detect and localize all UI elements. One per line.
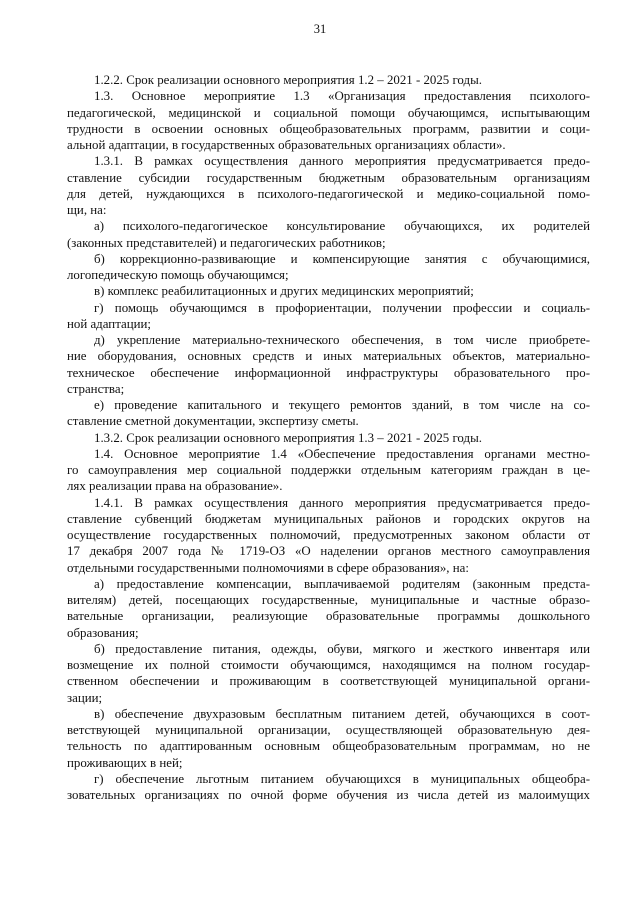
text-line: 1.3. Основное мероприятие 1.3 «Организация предоставления психолого- bbox=[94, 89, 590, 104]
text-line: логопедическую помощь обучающимся; bbox=[67, 268, 289, 282]
text-line: ной адаптации; bbox=[67, 316, 151, 331]
text-line: г) помощь обучающимся в профориентации, получении профессии и социаль- bbox=[94, 300, 590, 315]
text-line: вательные организации, реализующие образовательные программы дошкольного bbox=[67, 609, 590, 624]
paragraph-p-1-3-1-v bbox=[67, 283, 590, 299]
paragraph-p-1-3-1-a bbox=[67, 218, 590, 251]
text-line: (законных представителей) и педагогических работников; bbox=[67, 235, 386, 250]
text-line: лях реализации права на образование». bbox=[67, 479, 283, 494]
paragraph-p-1-3-2 bbox=[67, 430, 590, 446]
text-line: вителям) детей, посещающих государственные, муниципальные и частные образо- bbox=[67, 593, 590, 607]
paragraph-p-1-3 bbox=[67, 88, 590, 153]
text-line: странства; bbox=[67, 381, 125, 396]
paragraph-p-1-4-1-v bbox=[67, 706, 590, 771]
text-line: зовательных организациях по очной форме обучения из числа детей из малоимущих bbox=[67, 788, 590, 802]
text-line: 1.4. Основное мероприятие 1.4 «Обеспечение предоставления органами местно- bbox=[94, 446, 590, 461]
text-line: в) комплекс реабилитационных и других медицинских мероприятий; bbox=[94, 284, 474, 299]
text-line: ние оборудования, основных средств и иных материальных объектов, материально- bbox=[67, 349, 590, 364]
text-line: 1.3.1. В рамках осуществления данного мероприятия предусматривается предо- bbox=[94, 154, 590, 169]
text-line: щи, на: bbox=[67, 203, 107, 217]
paragraph-p-1-3-1-b bbox=[67, 251, 590, 284]
text-line: педагогической, медицинской и социальной помощи обучающимся, испытывающим bbox=[67, 105, 590, 120]
text-line: е) проведение капитального и текущего ремонтов зданий, в том числе на со- bbox=[94, 398, 590, 412]
text-line: образования; bbox=[67, 625, 139, 640]
paragraph-p-1-4-1 bbox=[67, 495, 590, 576]
text-line: трудности в освоении основных общеобразовательных программ, развитии и соци- bbox=[67, 121, 590, 136]
text-line: альной адаптации, в государственных образовательных организациях области». bbox=[67, 138, 506, 152]
text-line: зации; bbox=[67, 690, 103, 705]
text-line: проживающих в ней; bbox=[67, 755, 183, 770]
paragraph-p-1-4-1-g bbox=[67, 771, 590, 804]
paragraph-p-1-4 bbox=[67, 446, 590, 495]
document-body bbox=[67, 72, 590, 803]
text-line: ставление субсидии государственным бюджетным образовательным организациям bbox=[67, 170, 590, 185]
text-line: отдельными государственными полномочиями в сфере образования», на: bbox=[67, 560, 469, 575]
paragraph-p-1-2-2 bbox=[67, 72, 590, 88]
paragraph-p-1-3-1 bbox=[67, 153, 590, 218]
text-line: осуществление государственных полномочий, предусмотренных законом области от bbox=[67, 528, 590, 542]
text-line: б) предоставление питания, одежды, обуви, мягкого и жесткого инвентаря или bbox=[94, 641, 590, 656]
page-number: 31 bbox=[313, 22, 327, 36]
text-line: для детей, нуждающихся в психолого-педагогической и медико-социальной помо- bbox=[67, 186, 590, 201]
text-line: го самоуправления мер социальной поддержки отдельным категориям граждан в це- bbox=[67, 463, 590, 477]
text-line: тельность по адаптированным основным общеобразовательным программам, но не bbox=[67, 739, 590, 754]
text-line: в) обеспечение двухразовым бесплатным питанием детей, обучающихся в соот- bbox=[94, 706, 590, 721]
paragraph-p-1-4-1-a bbox=[67, 576, 590, 641]
text-line: ставление сметной документации, экспертизу сметы. bbox=[67, 414, 359, 429]
text-line: б) коррекционно-развивающие и компенсирующие занятия с обучающимися, bbox=[94, 251, 590, 266]
text-line: возмещение их полной стоимости обучающимся, находящимся на полном государ- bbox=[67, 658, 590, 672]
text-line: техническое обеспечение информационной инфраструктуры образовательного про- bbox=[67, 365, 590, 380]
text-line: г) обеспечение льготным питанием обучающихся в муниципальных общеобра- bbox=[94, 771, 590, 786]
text-line: 1.3.2. Срок реализации основного мероприятия 1.3 – 2021 - 2025 годы. bbox=[94, 430, 482, 445]
text-line: ставление субвенций бюджетам муниципальных районов и городских округов на bbox=[67, 511, 590, 526]
text-line: ветствующей муниципальной организации, осуществляющей образовательную дея- bbox=[67, 723, 590, 737]
paragraph-p-1-3-1-e bbox=[67, 397, 590, 430]
paragraph-p-1-4-1-b bbox=[67, 641, 590, 706]
text-line: 1.4.1. В рамках осуществления данного мероприятия предусматривается предо- bbox=[94, 495, 590, 510]
text-line: 17 декабря 2007 года № 1719-ОЗ «О наделении органов местного самоуправления bbox=[67, 544, 590, 559]
paragraph-p-1-3-1-g bbox=[67, 300, 590, 333]
text-line: а) предоставление компенсации, выплачиваемой родителям (законным предста- bbox=[94, 576, 590, 591]
text-line: д) укрепление материально-технического обеспечения, в том числе приобрете- bbox=[94, 333, 590, 347]
text-line: 1.2.2. Срок реализации основного мероприятия 1.2 – 2021 - 2025 годы. bbox=[94, 73, 482, 87]
text-line: а) психолого-педагогическое консультирование обучающихся, их родителей bbox=[94, 219, 590, 234]
paragraph-p-1-3-1-d bbox=[67, 332, 590, 397]
text-line: ственном обеспечении и проживающим в соответствующей муниципальной органи- bbox=[67, 674, 590, 689]
